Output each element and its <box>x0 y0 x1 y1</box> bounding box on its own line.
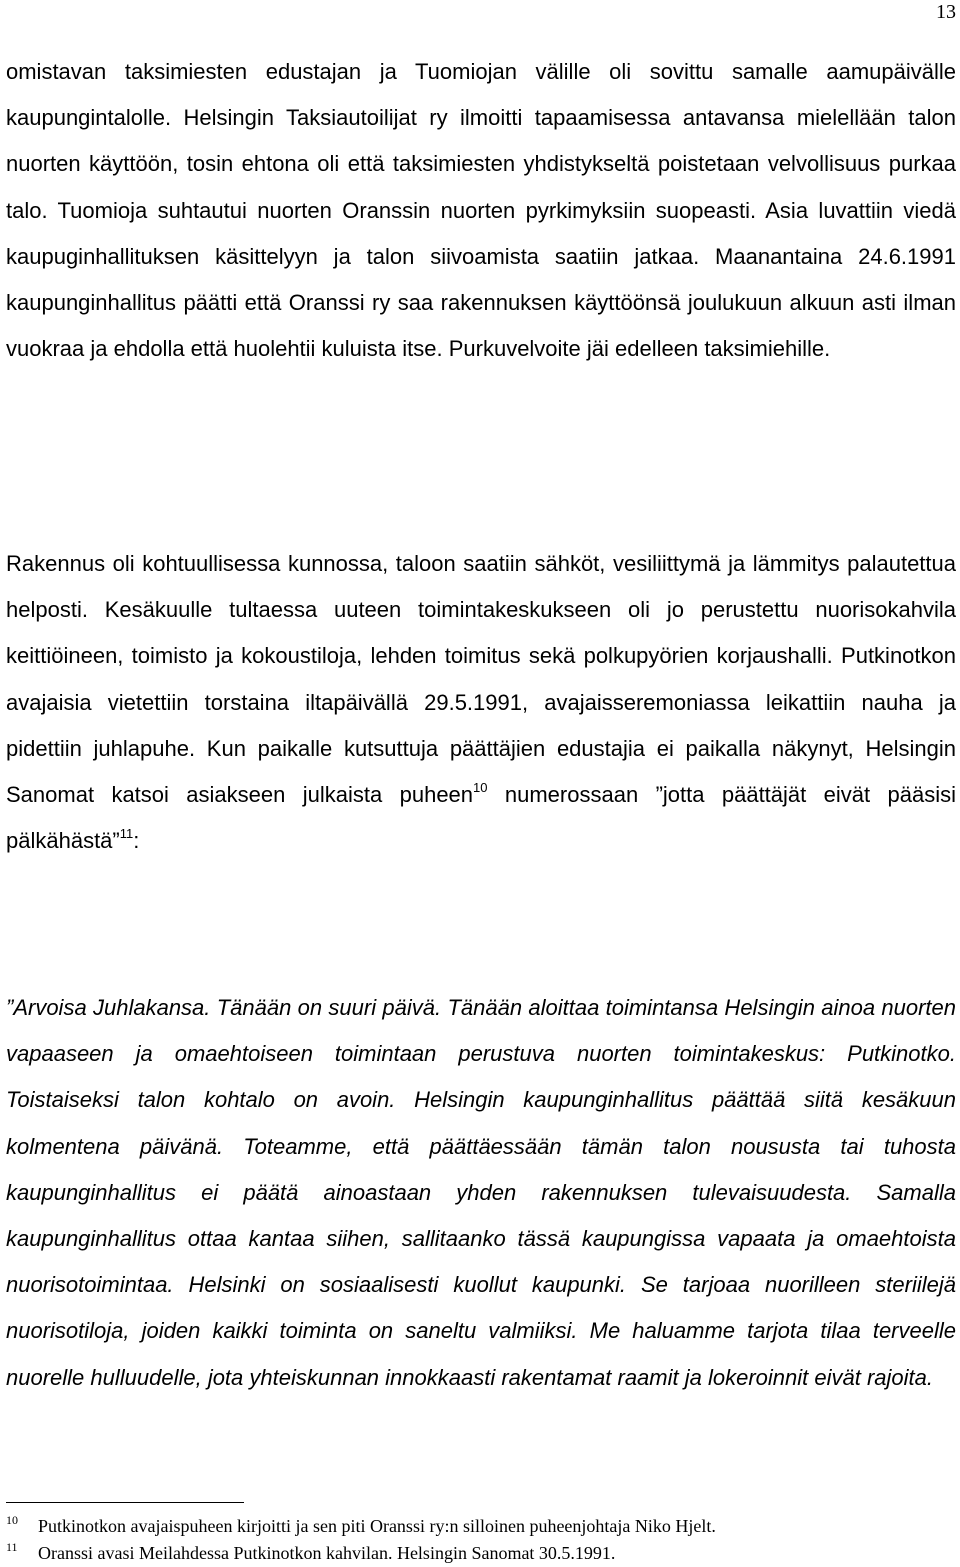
paragraph-orange-negotiations: omistavan taksimiesten edustajan ja Tuomiojan välille oli sovittu samalle aamupäivälle kaupungintalolle. Helsingin Taksiautoilijat ry ilmoitti tapaamisessa antavansa mielellään talon nuorten käyttöön, tosin ehtona oli että taksimiesten yhdistykseltä poistetaan velvollisuus purkaa talo. Tuomioja suhtautui nuorten Oranssin nuorten pyrkimyksiin suopeasti. Asia luvattiin viedä kaupuginhallituksen käsittelyyn ja talon siivoamista saatiin jatkaa. Maanantaina 24.6.1991 kaupunginhallitus päätti että Oranssi ry saa rakennuksen käyttöönsä joulukuun alkuun asti ilman vuokraa ja ehdolla että huolehtii kuluista itse. Purkuvelvoite jäi edelleen taksimiehille. <box>6 59 956 362</box>
footnote-number: 10 <box>6 1513 18 1527</box>
footnote-reference: 10 <box>473 780 488 796</box>
paragraph-building-opening <box>6 541 956 864</box>
footnote-text: Oranssi avasi Meilahdessa Putkinotkon kahvilan. Helsingin Sanomat 30.5.1991. <box>38 1543 616 1563</box>
paragraph-text: : <box>133 828 140 854</box>
paragraph-text: Rakennus oli kohtuullisessa kunnossa, taloon saatiin sähköt, vesiliittymä ja lämmitys palautettua helposti. Kesäkuulle tultaessa uuteen toimintakeskukseen oli jo perustettu nuorisokahvila keittiöineen, toimisto ja kokoustiloja, lehden toimitus sekä polkupyörien korjaushalli. Putkinotkon avajaisia vietettiin torstaina iltapäivällä 29.5.1991, avajaisseremoniassa leikattiin nauha ja pidettiin juhlapuhe. Kun paikalle kutsuttuja päättäjien edustajia ei paikalla näkynyt, Helsingin Sanomat katsoi asiakseen julkaista puheen <box>6 551 956 808</box>
footnote-number: 11 <box>6 1540 18 1554</box>
footnote-text: Putkinotkon avajaispuheen kirjoitti ja sen piti Oranssi ry:n silloinen puheenjohtaja Niko Hjelt. <box>38 1516 716 1536</box>
paragraph-text: numerossaan ”jotta päättäjät eivät pääsisi pälkähästä” <box>6 782 956 854</box>
footnote-separator <box>6 1502 244 1503</box>
footnote-reference: 11 <box>119 826 134 842</box>
quoted-speech: ”Arvoisa Juhlakansa. Tänään on suuri päivä. Tänään aloittaa toimintansa Helsingin ainoa nuorten vapaaseen ja omaehtoiseen toimintaan perustuva nuorten toimintakeskus: Putkinotko. Toistaiseksi talon kohtalo on avoin. Helsingin kaupunginhallitus päättää siitä kesäkuun kolmentena päivänä. Toteamme, että päättäessään tämän talon noususta tai tuhosta kaupunginhallitus ei päätä ainoastaan yhden rakennuksen tulevaisuudesta. Samalla kaupunginhallitus ottaa kantaa siihen, sallitaanko tässä kaupungissa vapaata ja omaehtoista nuorisotoimintaa. Helsinki on sosiaalisesti kuollut kaupunki. Se tarjoaa nuorilleen steriilejä nuorisotiloja, joiden kaikki toiminta on saneltu valmiiksi. Me haluamme tarjota tilaa terveelle nuorelle hulluudelle, jota yhteiskunnan innokkaasti rakentamat raamit ja lokeroinnit eivät rajoita. <box>6 995 956 1390</box>
page-number: 13 <box>936 1 956 23</box>
